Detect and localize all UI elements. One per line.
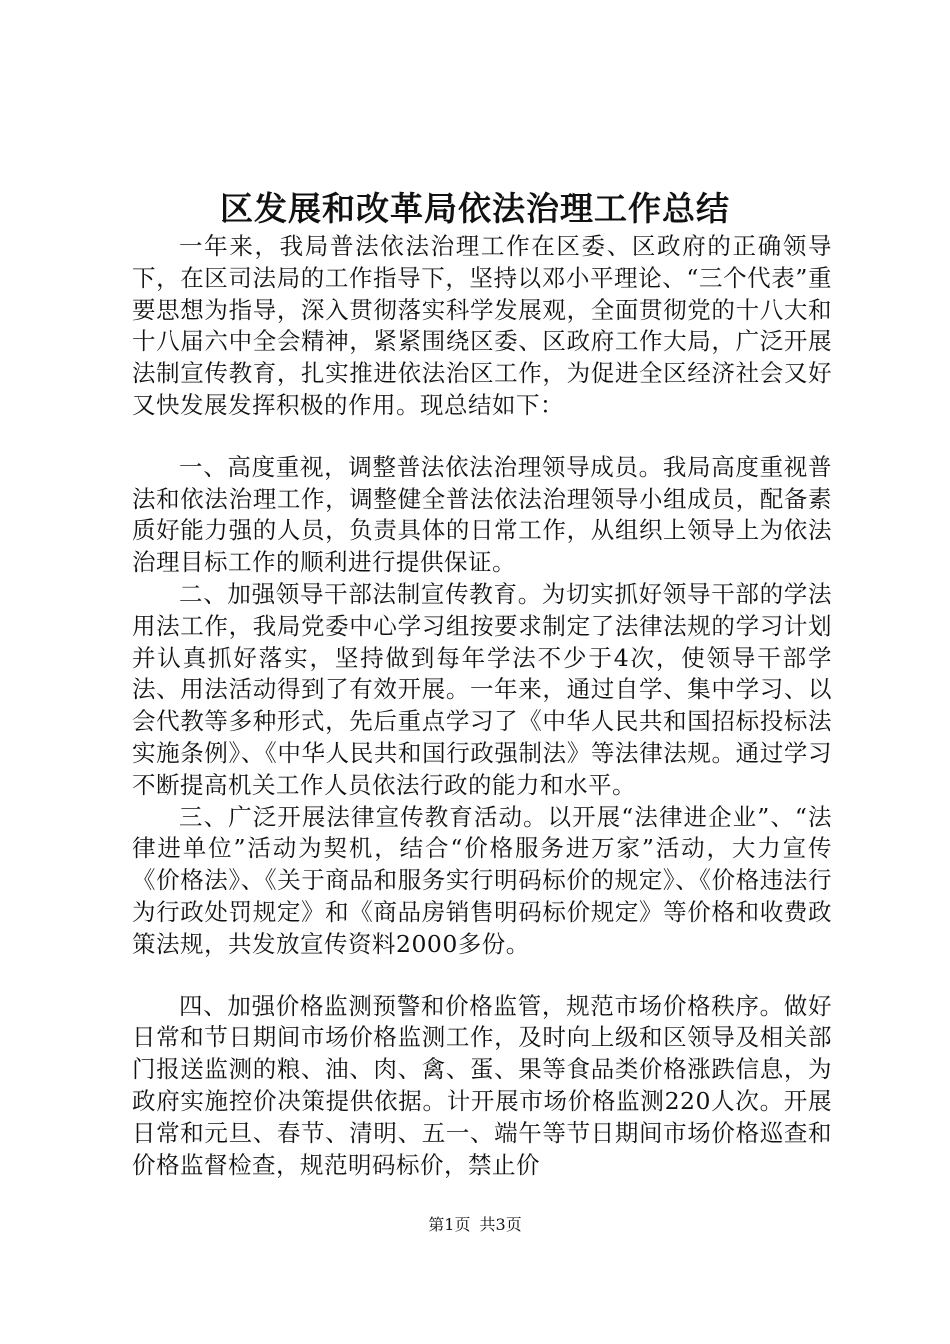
paragraph-intro: 一年来，我局普法依法治理工作在区委、区政府的正确领导下，在区司法局的工作指导下，坚持以邓小平理论、“三个代表”重要思想为指导，深入贯彻落实科学发展观，全面贯彻党的十八大和十八届六中全会精神，紧紧围绕区委、区政府工作大局，广泛开展法制宣传教育，扎实推进依法治区工作，为促进全区经济社会又好又快发展发挥积极的作用。现总结如下：: [132, 232, 832, 419]
page-footer: [0, 1214, 950, 1236]
paragraph-section-4: 四、加强价格监测预警和价格监管，规范市场价格秩序。做好日常和节日期间市场价格监测工作，及时向上级和区领导及相关部门报送监测的粮、油、肉、禽、蛋、果等食品类价格涨跌信息，为政府实施控价决策提供依据。计开展市场价格监测220人次。开展日常和元旦、春节、清明、五一、端午等节日期间市场价格巡查和价格监督检查，规范明码标价，禁止价: [132, 991, 832, 1179]
paragraph-section-3: 三、广泛开展法律宣传教育活动。以开展“法律进企业”、“法律进单位”活动为契机，结合“价格服务进万家”活动，大力宣传《价格法》、《关于商品和服务实行明码标价的规定》、《价格违法行为行政处罚规定》和《商品房销售明码标价规定》等价格和收费政策法规，共发放宣传资料2000多份。: [132, 802, 832, 958]
document-title: 区发展和改革局依法治理工作总结: [220, 189, 730, 228]
paragraph-section-2: 二、加强领导干部法制宣传教育。为切实抓好领导干部的学法用法工作，我局党委中心学习组按要求制定了法律法规的学习计划并认真抓好落实，坚持做到每年学法不少于4次，使领导干部学法、用法活动得到了有效开展。一年来，通过自学、集中学习、以会代教等多种形式，先后重点学习了《中华人民共和国招标投标法实施条例》、《中华人民共和国行政强制法》等法律法规。通过学习不断提高机关工作人员依法行政的能力和水平。: [132, 579, 832, 799]
document-body: [132, 231, 832, 1181]
paragraph-section-1: 一、高度重视，调整普法依法治理领导成员。我局高度重视普法和依法治理工作，调整健全普法依法治理领导小组成员，配备素质好能力强的人员，负责具体的日常工作，从组织上领导上为依法治理目标工作的顺利进行提供保证。: [132, 452, 832, 577]
page-total: 共3页: [479, 1215, 522, 1234]
page-number: 第1页: [428, 1215, 471, 1234]
